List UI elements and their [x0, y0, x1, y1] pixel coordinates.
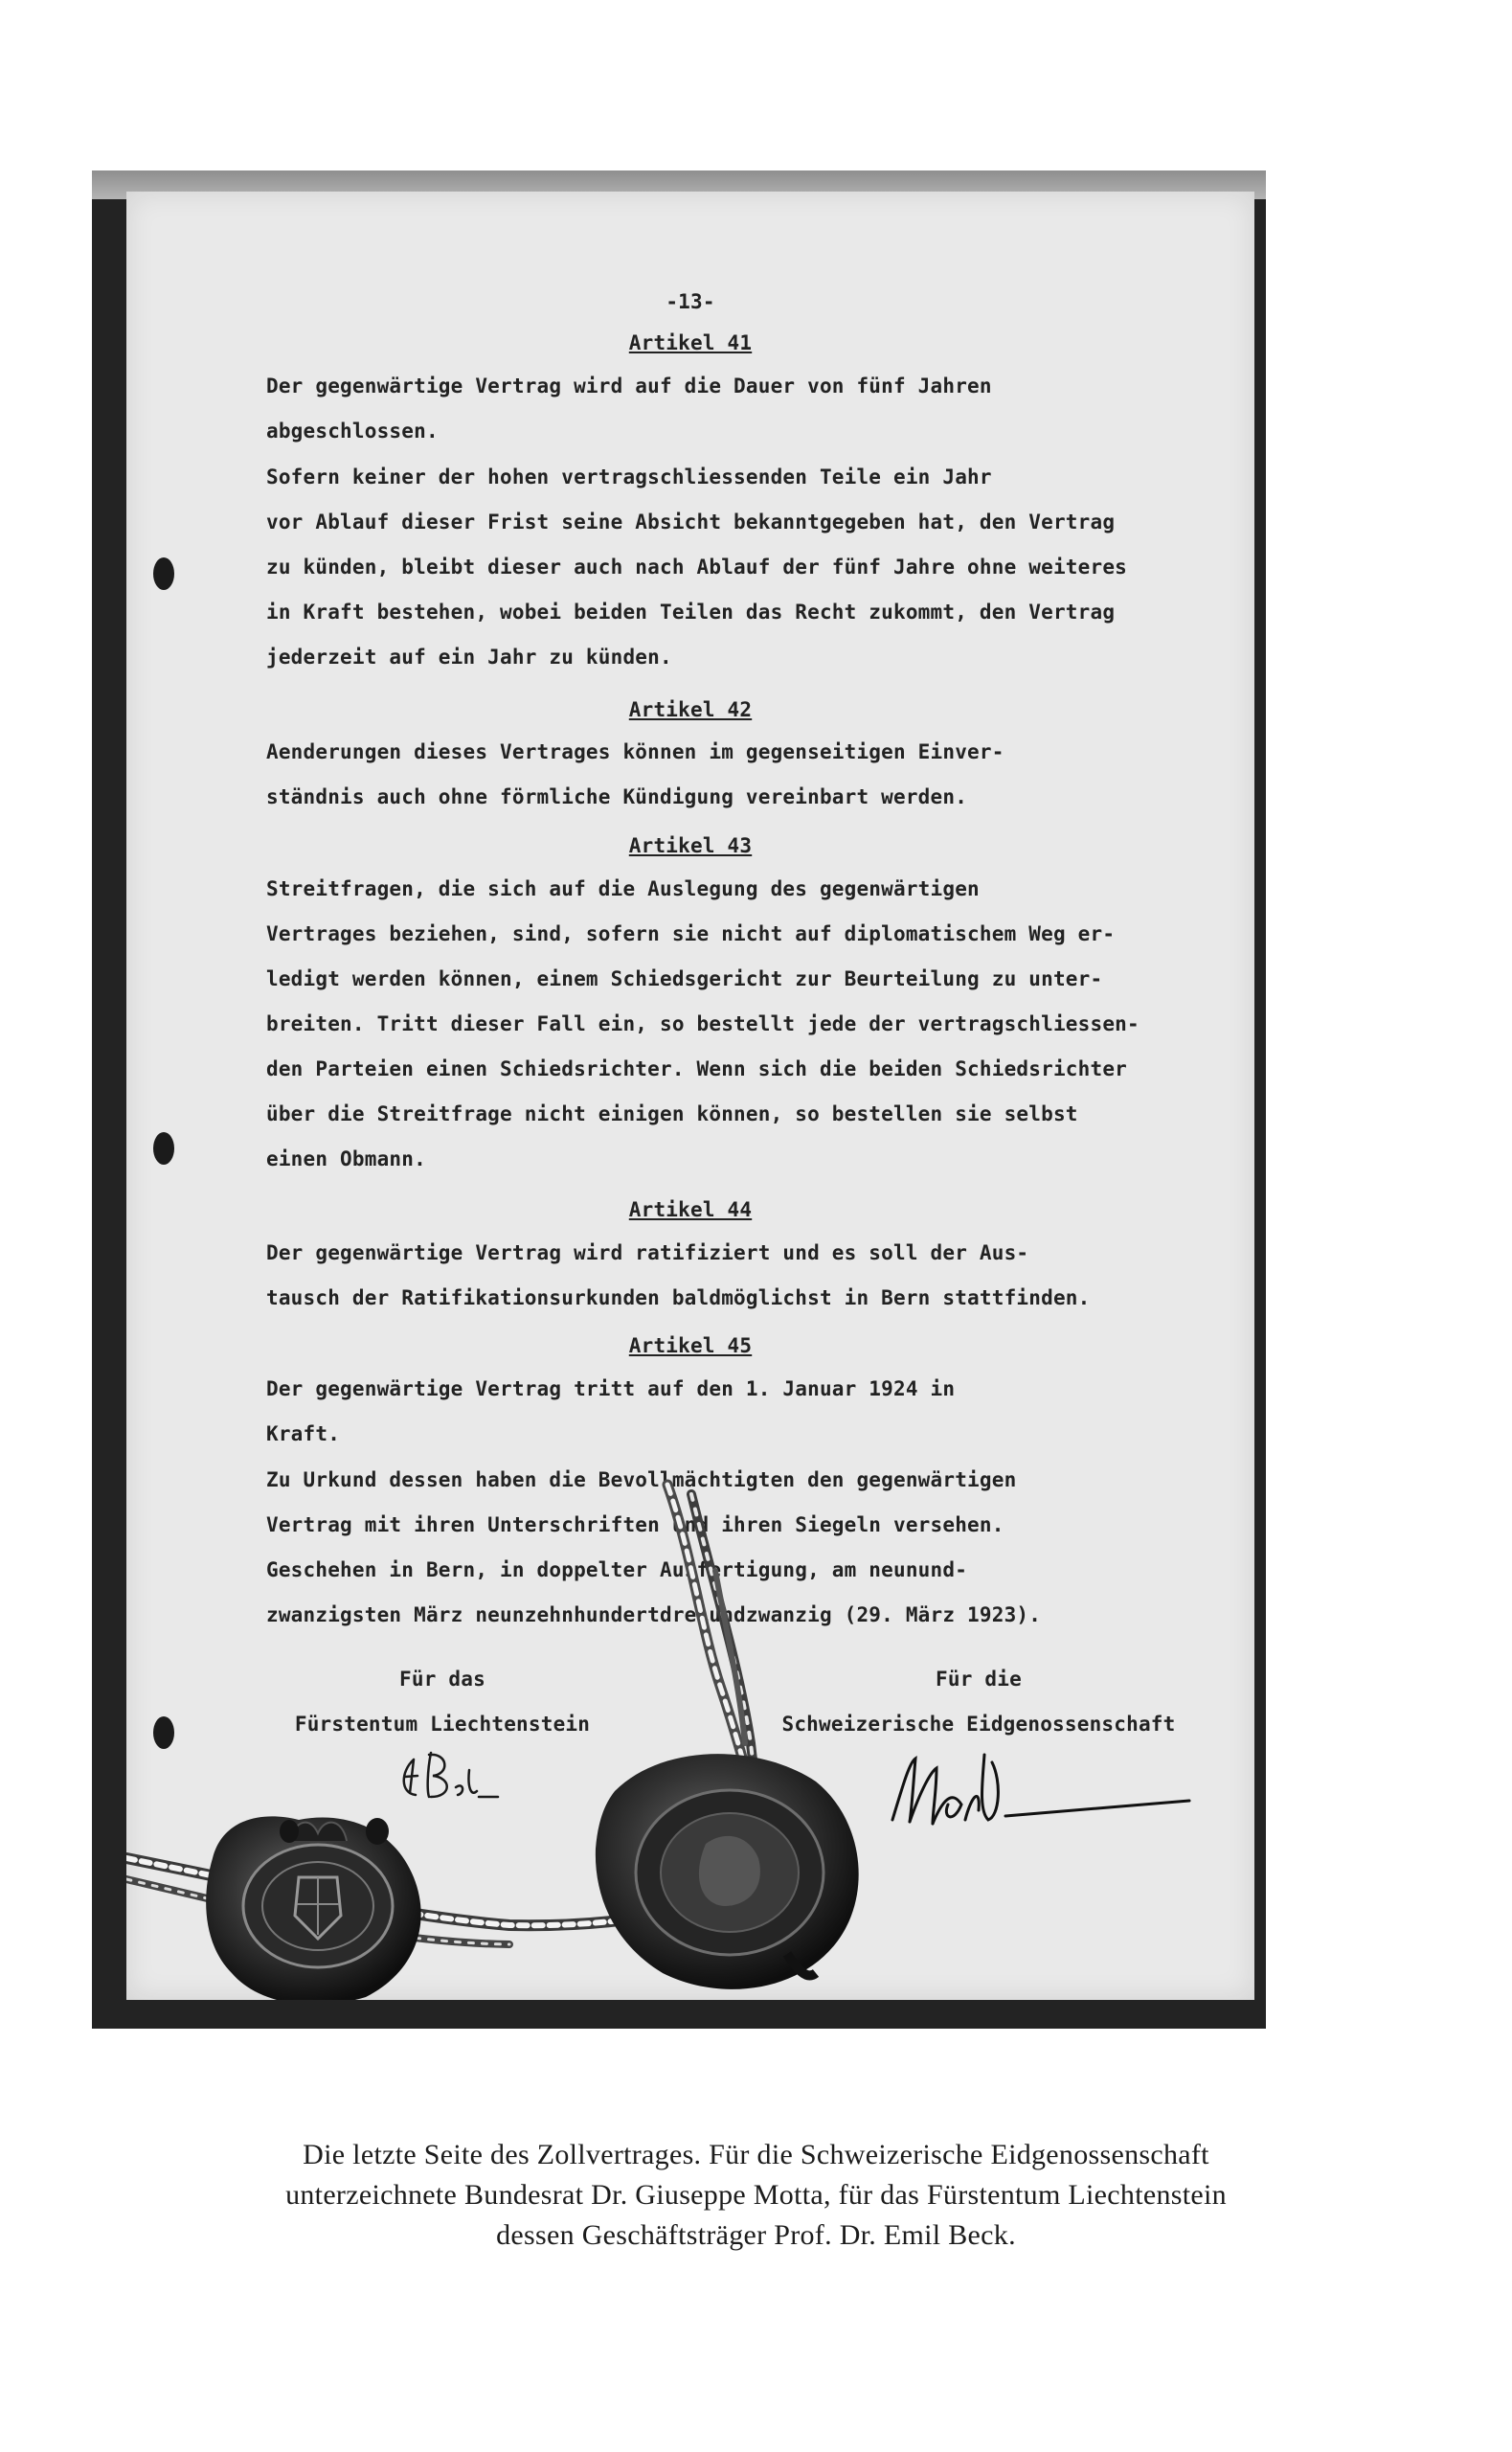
signatory-switzerland: Für die Schweizerische Eidgenossenschaft	[781, 1668, 1176, 1736]
article-heading: Artikel 43	[628, 834, 753, 857]
article-paragraph: Der gegenwärtige Vertrag wird ratifiziert und es soll der Aus- tausch der Ratifikationsurkunden baldmöglichst in Bern stattfinden.	[266, 1241, 1091, 1309]
figure-caption	[57, 2135, 1455, 2256]
article-paragraph: Geschehen in Bern, in doppelter Ausfertigung, am neunund- zwanzigsten März neunzehnhundertdreiundzwanzig (29. März 1923).	[266, 1558, 1042, 1626]
article-paragraph: Zu Urkund dessen haben die Bevollmächtigten den gegenwärtigen Vertrag mit ihren Unterschriften und ihren Siegeln versehen.	[266, 1468, 1017, 1536]
seal-liechtenstein-icon	[206, 1816, 421, 2000]
treaty-page	[126, 192, 1254, 2000]
article-paragraph: Sofern keiner der hohen vertragschliessenden Teile ein Jahr vor Ablauf dieser Frist seine Absicht bekanntgegeben hat, den Vertrag zu künden, bleibt dieser auch nach Ablauf der fünf Jahre ohne weiteres in Kraft bestehen, wobei beiden Teilen das Recht zukommt, den Vertrag jederzeit auf ein Jahr zu künden.	[266, 465, 1128, 669]
article-paragraph: Aenderungen dieses Vertrages können im gegenseitigen Einver- ständnis auch ohne förmliche Kündigung vereinbart werden.	[266, 740, 1004, 808]
signatory-liechtenstein: Für das Fürstentum Liechtenstein	[294, 1668, 591, 1736]
seal-switzerland-icon	[596, 1754, 859, 1989]
article-heading: Artikel 41	[628, 331, 753, 354]
caption-line: dessen Geschäftsträger Prof. Dr. Emil Beck.	[496, 2219, 1016, 2251]
article-paragraph: Der gegenwärtige Vertrag wird auf die Dauer von fünf Jahren abgeschlossen.	[266, 375, 992, 443]
article-heading: Artikel 42	[628, 698, 753, 721]
caption-line: Die letzte Seite des Zollvertrages. Für die Schweizerische Eidgenossenschaft	[303, 2139, 1209, 2170]
document-photograph	[92, 170, 1266, 2029]
caption-line: unterzeichnete Bundesrat Dr. Giuseppe Motta, für das Fürstentum Liechtenstein	[285, 2179, 1227, 2211]
article-heading: Artikel 44	[628, 1198, 753, 1221]
wax-seals	[126, 192, 1254, 2000]
article-heading: Artikel 45	[628, 1334, 753, 1357]
page-number: -13-	[666, 290, 715, 313]
article-paragraph: Der gegenwärtige Vertrag tritt auf den 1. Januar 1924 in Kraft.	[266, 1377, 956, 1445]
article-paragraph: Streitfragen, die sich auf die Auslegung des gegenwärtigen Vertrages beziehen, sind, sofern sie nicht auf diplomatischem Weg er- ledigt werden können, einem Schiedsgericht zur Beurteilung zu unter- breiten. Tritt dieser Fall ein, so bestellt jede der vertragschliessen- den Parteien einen Schiedsrichter. Wenn sich die beiden Schiedsrichter über die Streitfrage nicht einigen können, so bestellen sie selbst einen Obmann.	[266, 877, 1140, 1170]
